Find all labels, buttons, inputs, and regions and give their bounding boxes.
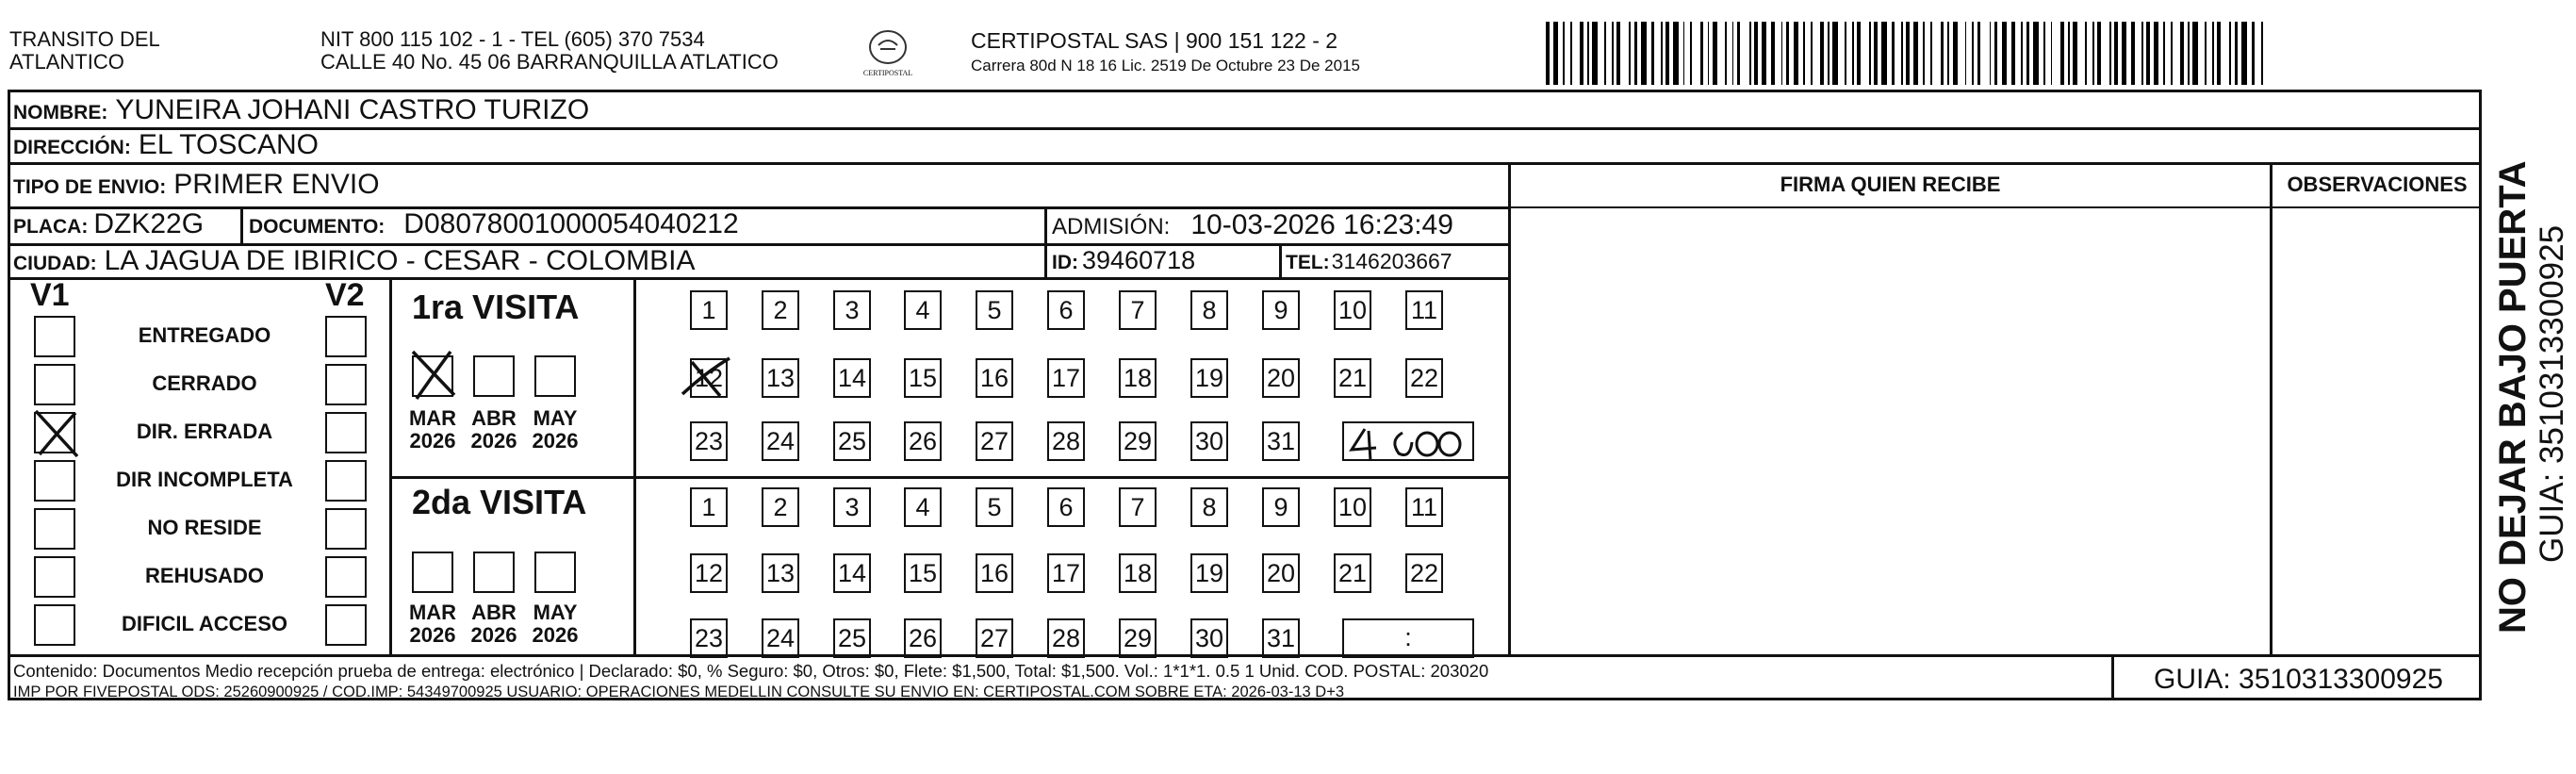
barcode-bar bbox=[2002, 22, 2007, 85]
barcode-bar bbox=[1612, 22, 1614, 85]
barcode-bar bbox=[1965, 22, 1967, 85]
name-field bbox=[13, 94, 589, 126]
day-checkbox[interactable]: 9 bbox=[1262, 290, 1300, 330]
status-label: REHUSADO bbox=[145, 564, 264, 587]
visit-2-title: 2da VISITA bbox=[412, 483, 587, 521]
day-checkbox[interactable]: 31 bbox=[1262, 618, 1300, 658]
year-label: 2026 bbox=[532, 429, 579, 453]
day-checkbox[interactable]: 21 bbox=[1334, 553, 1371, 593]
v1-label: V1 bbox=[30, 277, 70, 313]
sender-name bbox=[9, 28, 160, 74]
barcode-bar bbox=[1546, 22, 1550, 85]
barcode-bar bbox=[2154, 22, 2158, 85]
barcode-bar bbox=[2051, 22, 2053, 85]
address-label: DIRECCIÓN: bbox=[13, 137, 131, 158]
day-checkbox[interactable]: 17 bbox=[1047, 358, 1085, 398]
barcode-bar bbox=[1713, 22, 1717, 85]
month-label: ABR bbox=[471, 406, 517, 430]
status-v2-checkbox[interactable] bbox=[325, 316, 367, 357]
day-checkbox[interactable]: 31 bbox=[1262, 421, 1300, 461]
month-checkbox[interactable] bbox=[534, 552, 576, 593]
barcode-bar bbox=[2180, 22, 2184, 85]
day-checkbox[interactable]: 27 bbox=[976, 421, 1013, 461]
barcode-bar bbox=[1820, 22, 1824, 85]
barcode-bar bbox=[1592, 22, 1597, 85]
day-checkbox[interactable]: 22 bbox=[1405, 553, 1443, 593]
handwritten-time-mark bbox=[1344, 423, 1476, 463]
year-label: 2026 bbox=[409, 623, 456, 647]
barcode-bar bbox=[1923, 22, 1925, 85]
barcode-bar bbox=[2085, 22, 2087, 85]
day-checkbox[interactable]: 23 bbox=[690, 618, 728, 658]
barcode-bar bbox=[1852, 22, 1854, 85]
tel-field bbox=[1286, 249, 1452, 274]
barcode-bar bbox=[2092, 22, 2094, 85]
city-value: LA JAGUA DE IBIRICO - CESAR - COLOMBIA bbox=[104, 245, 696, 276]
status-v2-checkbox[interactable] bbox=[325, 556, 367, 598]
barcode-bar bbox=[1700, 22, 1704, 85]
tel-label: TEL: bbox=[1286, 252, 1330, 273]
barcode-bar bbox=[1947, 22, 1949, 85]
day-checkbox[interactable]: 13 bbox=[762, 553, 799, 593]
month-label: ABR bbox=[471, 601, 517, 624]
barcode-bar bbox=[2026, 22, 2030, 85]
city-label: CIUDAD: bbox=[13, 253, 97, 274]
day-checkbox[interactable]: 26 bbox=[904, 618, 942, 658]
barcode-bar bbox=[1845, 22, 1846, 85]
day-checkbox[interactable]: 12 bbox=[690, 358, 728, 398]
barcode-bar bbox=[1786, 22, 1790, 85]
status-v1-checkbox[interactable] bbox=[34, 364, 75, 405]
barcode-bar bbox=[1737, 22, 1741, 85]
month-caption bbox=[527, 601, 583, 647]
barcode-bar bbox=[1665, 22, 1669, 85]
status-v1-checkbox[interactable] bbox=[34, 556, 75, 598]
status-v2-checkbox[interactable] bbox=[325, 508, 367, 550]
barcode-bar bbox=[1661, 22, 1663, 85]
status-v2-checkbox[interactable] bbox=[325, 364, 367, 405]
barcode-bar bbox=[1771, 22, 1775, 85]
barcode-bar bbox=[1832, 22, 1837, 85]
barcode-bar bbox=[1570, 22, 1572, 85]
barcode-bar bbox=[1749, 22, 1751, 85]
barcode-bar bbox=[1941, 22, 1944, 85]
barcode-bar bbox=[2043, 22, 2045, 85]
month-caption bbox=[527, 407, 583, 453]
shipping-type: PRIMER ENVIO bbox=[173, 169, 380, 200]
id-label: ID: bbox=[1052, 252, 1078, 273]
status-label: ENTREGADO bbox=[138, 323, 271, 347]
recipient-address: EL TOSCANO bbox=[138, 129, 320, 160]
day-checkbox[interactable]: 21 bbox=[1334, 358, 1371, 398]
barcode-bar bbox=[1972, 22, 1974, 85]
barcode-bar bbox=[1811, 22, 1813, 85]
document-value: D08078001000054040212 bbox=[403, 208, 739, 239]
day-checkbox[interactable]: 24 bbox=[762, 421, 799, 461]
document-field bbox=[249, 208, 739, 240]
checkmark-x-icon bbox=[407, 348, 464, 404]
barcode-bar bbox=[1587, 22, 1589, 85]
barcode-bar bbox=[2021, 22, 2023, 85]
status-v1-checkbox[interactable] bbox=[34, 604, 75, 646]
month-caption bbox=[466, 407, 522, 453]
year-label: 2026 bbox=[470, 623, 517, 647]
barcode-bar bbox=[1725, 22, 1727, 85]
day-checkbox[interactable]: 6 bbox=[1047, 290, 1085, 330]
barcode-bar bbox=[1580, 22, 1583, 85]
day-checkbox[interactable]: 8 bbox=[1190, 487, 1228, 527]
company-address: Carrera 80d N 18 16 Lic. 2519 De Octubre 23 De 2015 bbox=[971, 57, 1360, 74]
barcode-bar bbox=[2109, 22, 2111, 85]
day-checkbox[interactable]: 11 bbox=[1405, 487, 1443, 527]
barcode-bar bbox=[1828, 22, 1829, 85]
barcode-bar bbox=[2212, 22, 2214, 85]
barcode bbox=[1546, 22, 2268, 85]
day-checkbox[interactable]: 15 bbox=[904, 358, 942, 398]
logo-icon bbox=[867, 28, 909, 66]
day-checkbox[interactable]: 29 bbox=[1119, 421, 1157, 461]
barcode-bar bbox=[2068, 22, 2070, 85]
day-checkbox[interactable]: 25 bbox=[833, 421, 871, 461]
barcode-bar bbox=[1641, 22, 1646, 85]
day-checkbox[interactable]: 15 bbox=[904, 553, 942, 593]
status-label: DIFICIL ACCESO bbox=[121, 612, 287, 635]
barcode-bar bbox=[1604, 22, 1606, 85]
barcode-bar bbox=[2146, 22, 2150, 85]
admission-field bbox=[1052, 209, 1453, 241]
print-info-line: IMP POR FIVEPOSTAL ODS: 25260900925 / COD.IMP: 54349700925 USUARIO: OPERACIONES MEDELLIN CONSULTE SU ENVIO EN: CERTIPOSTAL.COM SOBRE ETA: 2026-03-13 D+3 bbox=[13, 683, 1345, 700]
barcode-bar bbox=[1563, 22, 1565, 85]
barcode-bar bbox=[2114, 22, 2118, 85]
month-label: MAY bbox=[533, 406, 578, 430]
barcode-bar bbox=[2163, 22, 2165, 85]
checkmark-x-icon bbox=[679, 353, 735, 405]
month-checkbox[interactable] bbox=[534, 355, 576, 397]
barcode-bar bbox=[1629, 22, 1631, 85]
status-v1-checkbox[interactable] bbox=[34, 460, 75, 502]
id-field bbox=[1052, 246, 1195, 275]
signature-header: FIRMA QUIEN RECIBE bbox=[1780, 173, 2001, 196]
name-label: NOMBRE: bbox=[13, 102, 108, 124]
status-v1-checkbox[interactable] bbox=[34, 316, 75, 357]
barcode-bar bbox=[1994, 22, 1998, 85]
sender-line-1: TRANSITO DEL bbox=[9, 27, 160, 51]
year-label: 2026 bbox=[470, 429, 517, 453]
barcode-bar bbox=[1906, 22, 1910, 85]
observations-area[interactable] bbox=[2275, 212, 2477, 650]
day-checkbox[interactable]: 4 bbox=[904, 487, 942, 527]
barcode-bar bbox=[2141, 22, 2143, 85]
day-checkbox[interactable]: 8 bbox=[1190, 290, 1228, 330]
status-v2-checkbox[interactable] bbox=[325, 604, 367, 646]
barcode-bar bbox=[2252, 22, 2256, 85]
plate-value: DZK22G bbox=[93, 208, 205, 239]
barcode-bar bbox=[2241, 22, 2246, 85]
barcode-bar bbox=[1781, 22, 1783, 85]
day-checkbox[interactable]: 26 bbox=[904, 421, 942, 461]
day-checkbox[interactable]: 3 bbox=[833, 290, 871, 330]
barcode-bar bbox=[1553, 22, 1558, 85]
observations-header: OBSERVACIONES bbox=[2287, 173, 2468, 196]
barcode-bar bbox=[2235, 22, 2239, 85]
contents-line: Contenido: Documentos Medio recepción prueba de entrega: electrónico | Declarado: $0, % Seguro: $0, Otros: $0, Flete: $1,500, Total: $1,500. Vol.: 1*1*1. 0.5 1 Unid. COD. POSTAL: 203020 bbox=[13, 661, 1489, 681]
status-label: CERRADO bbox=[152, 371, 257, 395]
status-v2-checkbox[interactable] bbox=[325, 460, 367, 502]
year-label: 2026 bbox=[532, 623, 579, 647]
logo-text: CERTIPOSTAL bbox=[862, 69, 913, 77]
barcode-bar bbox=[2229, 22, 2231, 85]
admission-value: 10-03-2026 16:23:49 bbox=[1190, 209, 1453, 240]
barcode-bar bbox=[1930, 22, 1932, 85]
day-checkbox[interactable]: 17 bbox=[1047, 553, 1085, 593]
recipient-name: YUNEIRA JOHANI CASTRO TURIZO bbox=[115, 94, 590, 125]
day-checkbox[interactable]: 16 bbox=[976, 358, 1013, 398]
day-checkbox[interactable]: 18 bbox=[1119, 358, 1157, 398]
day-checkbox[interactable]: 24 bbox=[762, 618, 799, 658]
day-checkbox[interactable]: 6 bbox=[1047, 487, 1085, 527]
barcode-bar bbox=[1754, 22, 1758, 85]
barcode-bar bbox=[1857, 22, 1861, 85]
id-value: 39460718 bbox=[1082, 246, 1196, 274]
day-checkbox[interactable]: 16 bbox=[976, 553, 1013, 593]
barcode-bar bbox=[1913, 22, 1918, 85]
barcode-bar bbox=[1901, 22, 1903, 85]
status-v2-checkbox[interactable] bbox=[325, 412, 367, 453]
barcode-bar bbox=[2131, 22, 2135, 85]
day-checkbox[interactable]: 4 bbox=[904, 290, 942, 330]
month-caption bbox=[404, 601, 461, 647]
barcode-bar bbox=[2192, 22, 2197, 85]
barcode-bar bbox=[1869, 22, 1871, 85]
day-checkbox[interactable]: 30 bbox=[1190, 421, 1228, 461]
day-checkbox[interactable]: 22 bbox=[1405, 358, 1443, 398]
day-checkbox[interactable]: 1 bbox=[690, 290, 728, 330]
shipping-type-field bbox=[13, 169, 380, 201]
side-notice: NO DEJAR BAJO PUERTA bbox=[2492, 160, 2534, 634]
barcode-bar bbox=[1708, 22, 1710, 85]
barcode-bar bbox=[1683, 22, 1685, 85]
month-label: MAY bbox=[533, 601, 578, 624]
barcode-bar bbox=[1953, 22, 1958, 85]
day-checkbox[interactable]: 10 bbox=[1334, 290, 1371, 330]
month-checkbox[interactable] bbox=[473, 552, 515, 593]
barcode-bar bbox=[1794, 22, 1798, 85]
sender-line-2: ATLANTICO bbox=[9, 50, 124, 74]
status-label: DIR. ERRADA bbox=[136, 420, 273, 443]
barcode-bar bbox=[2097, 22, 2101, 85]
visit-1-time-box[interactable] bbox=[1342, 421, 1474, 461]
day-checkbox[interactable]: 18 bbox=[1119, 553, 1157, 593]
barcode-bar bbox=[1690, 22, 1692, 85]
checkmark-x-icon bbox=[28, 405, 85, 462]
day-checkbox[interactable]: 14 bbox=[833, 553, 871, 593]
day-checkbox[interactable]: 13 bbox=[762, 358, 799, 398]
barcode-bar bbox=[2205, 22, 2207, 85]
day-checkbox[interactable]: 23 bbox=[690, 421, 728, 461]
barcode-bar bbox=[2171, 22, 2173, 85]
day-checkbox[interactable]: 20 bbox=[1262, 358, 1300, 398]
day-checkbox[interactable]: 19 bbox=[1190, 358, 1228, 398]
barcode-bar bbox=[2033, 22, 2038, 85]
day-checkbox[interactable]: 11 bbox=[1405, 290, 1443, 330]
sender-contact bbox=[320, 28, 779, 74]
document-label: DOCUMENTO: bbox=[249, 216, 386, 238]
sender-address: CALLE 40 No. 45 06 BARRANQUILLA ATLATICO bbox=[320, 50, 779, 74]
day-checkbox[interactable]: 2 bbox=[762, 487, 799, 527]
barcode-bar bbox=[1762, 22, 1766, 85]
month-checkbox[interactable] bbox=[473, 355, 515, 397]
barcode-bar bbox=[2188, 22, 2190, 85]
address-field bbox=[13, 129, 319, 161]
barcode-bar bbox=[2011, 22, 2015, 85]
plate-label: PLACA: bbox=[13, 216, 89, 238]
month-caption bbox=[404, 407, 461, 453]
city-field bbox=[13, 245, 695, 277]
barcode-bar bbox=[1990, 22, 1992, 85]
side-guide-number: GUIA: 3510313300925 bbox=[2534, 224, 2570, 563]
barcode-bar bbox=[2073, 22, 2077, 85]
day-checkbox[interactable]: 7 bbox=[1119, 487, 1157, 527]
day-checkbox[interactable]: 28 bbox=[1047, 421, 1085, 461]
day-checkbox[interactable]: 14 bbox=[833, 358, 871, 398]
year-label: 2026 bbox=[409, 429, 456, 453]
month-checkbox[interactable] bbox=[412, 552, 453, 593]
status-v1-checkbox[interactable] bbox=[34, 508, 75, 550]
barcode-bar bbox=[2060, 22, 2064, 85]
company-info bbox=[971, 28, 1360, 75]
month-caption bbox=[466, 601, 522, 647]
signature-area[interactable] bbox=[1518, 212, 2267, 650]
visit-1-title: 1ra VISITA bbox=[412, 288, 580, 326]
certipostal-logo bbox=[848, 28, 927, 77]
status-label: NO RESIDE bbox=[147, 516, 262, 539]
shipping-type-label: TIPO DE ENVIO: bbox=[13, 176, 167, 198]
barcode-bar bbox=[1732, 22, 1734, 85]
barcode-bar bbox=[1892, 22, 1895, 85]
day-checkbox[interactable]: 27 bbox=[976, 618, 1013, 658]
barcode-bar bbox=[1881, 22, 1886, 85]
tel-value: 3146203667 bbox=[1331, 249, 1452, 273]
barcode-bar bbox=[1874, 22, 1878, 85]
company-line: CERTIPOSTAL SAS | 900 151 122 - 2 bbox=[971, 28, 1338, 53]
barcode-bar bbox=[1616, 22, 1620, 85]
barcode-bar bbox=[1651, 22, 1655, 85]
day-checkbox[interactable]: 28 bbox=[1047, 618, 1085, 658]
barcode-bar bbox=[2261, 22, 2263, 85]
footer-guide-number: GUIA: 3510313300925 bbox=[2154, 664, 2443, 695]
nit-line: NIT 800 115 102 - 1 - TEL (605) 370 7534 bbox=[320, 27, 705, 51]
day-checkbox[interactable]: 10 bbox=[1334, 487, 1371, 527]
day-checkbox[interactable]: 5 bbox=[976, 487, 1013, 527]
day-checkbox[interactable]: 9 bbox=[1262, 487, 1300, 527]
barcode-bar bbox=[1803, 22, 1805, 85]
barcode-bar bbox=[1977, 22, 1981, 85]
barcode-bar bbox=[1673, 22, 1678, 85]
barcode-bar bbox=[2217, 22, 2221, 85]
day-checkbox[interactable]: 30 bbox=[1190, 618, 1228, 658]
day-checkbox[interactable]: 25 bbox=[833, 618, 871, 658]
admission-label: ADMISIÓN: bbox=[1052, 214, 1171, 239]
day-checkbox[interactable]: 20 bbox=[1262, 553, 1300, 593]
plate-field bbox=[13, 208, 204, 240]
day-checkbox[interactable]: 7 bbox=[1119, 290, 1157, 330]
day-checkbox[interactable]: 1 bbox=[690, 487, 728, 527]
day-checkbox[interactable]: 5 bbox=[976, 290, 1013, 330]
day-checkbox[interactable]: 3 bbox=[833, 487, 871, 527]
v2-label: V2 bbox=[325, 277, 365, 313]
month-label: MAR bbox=[408, 601, 457, 624]
day-checkbox[interactable]: 2 bbox=[762, 290, 799, 330]
barcode-bar bbox=[1634, 22, 1638, 85]
visit-2-time-box[interactable]: : bbox=[1342, 618, 1474, 658]
day-checkbox[interactable]: 29 bbox=[1119, 618, 1157, 658]
barcode-bar bbox=[2122, 22, 2126, 85]
month-label: MAR bbox=[408, 406, 457, 430]
status-label: DIR INCOMPLETA bbox=[116, 468, 293, 491]
day-checkbox[interactable]: 19 bbox=[1190, 553, 1228, 593]
day-checkbox[interactable]: 12 bbox=[690, 553, 728, 593]
